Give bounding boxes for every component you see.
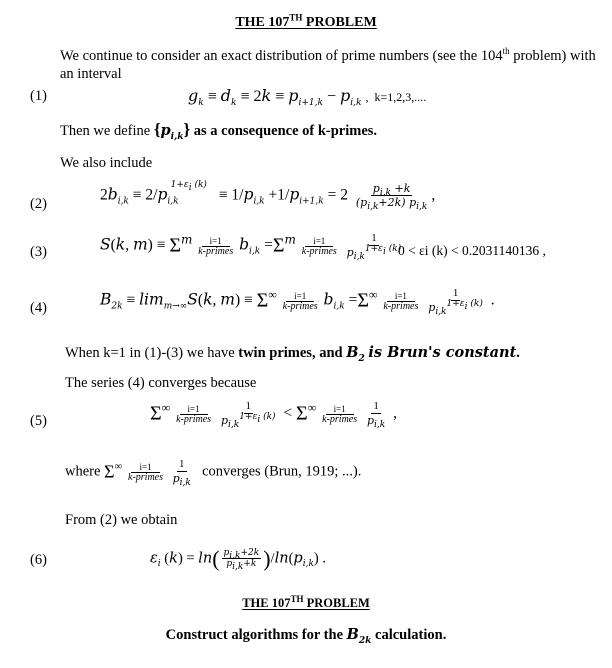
footer-task: Construct algorithms for the $B_{2k}$ calculation. [165, 626, 447, 646]
include-text: We also include [60, 155, 153, 171]
eq6-number: (6) [30, 552, 47, 568]
twin-primes-text: When k=1 in (1)-(3) we have twin primes, and $B_2$ is Brun's constant. [65, 344, 520, 364]
eq4-expression: $B_{2k} \equiv \lim_{m\to\infty}S(k$, m) ≡ Σ∞ i=1 k-primes $b_{i,k} =\Sigma^\infty$ i=1 k-primes $\frac{1}{p_{i,k}^{1+\varepsilon_i (k)}}$ . [100, 287, 495, 318]
from2-text: From (2) we obtain [65, 512, 178, 528]
eq1-expression: $g_k \equiv d_k \equiv 2k \equiv p_{i+1,k} - p_{i,k}$ , k=1,2,3,.... [188, 86, 427, 109]
page-title: THE 107TH PROBLEM [235, 12, 377, 30]
eq3-condition: 0 < εi (k) < 0.2031140136 , [398, 243, 546, 258]
where-post: converges (Brun, 1919; ...). [202, 463, 362, 480]
footer-title: THE 107TH PROBLEM [242, 593, 370, 610]
eq6-expression: $\varepsilon_i$ (k) = ln( $\frac{p_{i,k}+2k}{p_{i,k}+k}$ )$/\ln(p_{i,k})$ . [150, 546, 326, 572]
define-text: Then we define $\{p_{i,k}\}$ as a consequence of k-primes. [60, 120, 378, 142]
eq3-expression: S(k, $m) \equiv \Sigma^m$ i=1 k-primes $b_{i,k} =\Sigma^m$ i=1 k-primes $\frac{1}{p_{i,k}^{1+\varepsilon_i (k)}}$ [100, 232, 402, 263]
eq3-number: (3) [30, 244, 47, 260]
intro-line-2: an interval [60, 66, 122, 82]
where-pre: where [65, 463, 101, 480]
intro-line-1: We continue to consider an exact distribution of prime numbers (see the 104th problem) with [60, 46, 596, 64]
where-text: where Σ∞ i=1 k-primes $\frac{1}{p_{i,k}}$ converges (Brun, 1919; ...). [65, 458, 362, 489]
eq1-number: (1) [30, 88, 47, 104]
converges-text: The series (4) converges because [65, 375, 257, 391]
eq2-number: (2) [30, 196, 47, 212]
eq2-expression: $2b_{i,k} \equiv 2/p_{i,k}^{1+\varepsilon_i (k)} \equiv 1/p_{i,k} +1/p_{i+1,k} = 2$ $\frac{p_{i,k} +k}{(p_{i,k}+2k) p_{i,k}}$ , [100, 180, 436, 213]
eq4-number: (4) [30, 300, 47, 316]
eq5-expression: Σ∞ i=1 k-primes $\frac{1}{p_{i,k}^{1+\varepsilon_i (k)}}$ < Σ∞ i=1 k-primes $\frac{1}{p_{i,k}}$ , [150, 400, 397, 431]
eq5-number: (5) [30, 413, 47, 429]
